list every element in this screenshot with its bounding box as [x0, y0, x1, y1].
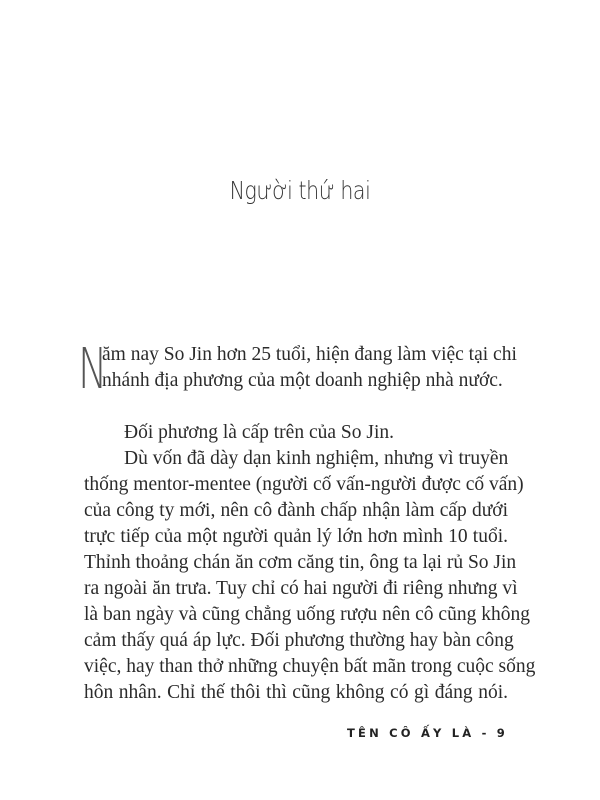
- running-footer-page-number: TÊN CÔ ẤY LÀ - 9: [347, 726, 508, 740]
- text-line: cảm thấy quá áp lực. Đối phương thường hay bàn công: [84, 630, 514, 651]
- text-line: thống mentor-mentee (người cố vấn-người được cố vấn): [84, 474, 524, 495]
- text-line: việc, hay than thở những chuyện bất mãn trong cuộc sống: [84, 656, 536, 677]
- chapter-title: Người thứ hai: [229, 176, 371, 205]
- opening-paragraph: [78, 337, 517, 402]
- text-line: là ban ngày và cũng chẳng uống rượu nên cô cũng không: [84, 604, 530, 625]
- text-line: ăm nay So Jin hơn 25 tuổi, hiện đang làm việc tại chi: [102, 344, 517, 365]
- text-line: hôn nhân. Chỉ thế thôi thì cũng không có gì đáng nói.: [84, 682, 508, 703]
- text-line: Thỉnh thoảng chán ăn cơm căng tin, ông ta lại rủ So Jin: [84, 552, 517, 573]
- drop-cap: N: [78, 337, 108, 402]
- text-line: trực tiếp của một người quản lý lớn hơn mình 10 tuổi.: [84, 526, 508, 547]
- text-line: Đối phương là cấp trên của So Jin.: [124, 422, 394, 443]
- text-line: ra ngoài ăn trưa. Tuy chỉ có hai người đi riêng nhưng vì: [84, 578, 518, 599]
- text-line: nhánh địa phương của một doanh nghiệp nhà nước.: [102, 370, 503, 391]
- text-line: của công ty mới, nên cô đành chấp nhận làm cấp dưới: [84, 500, 508, 521]
- text-line: Dù vốn đã dày dạn kinh nghiệm, nhưng vì truyền: [124, 448, 509, 469]
- body-paragraphs: [84, 420, 536, 706]
